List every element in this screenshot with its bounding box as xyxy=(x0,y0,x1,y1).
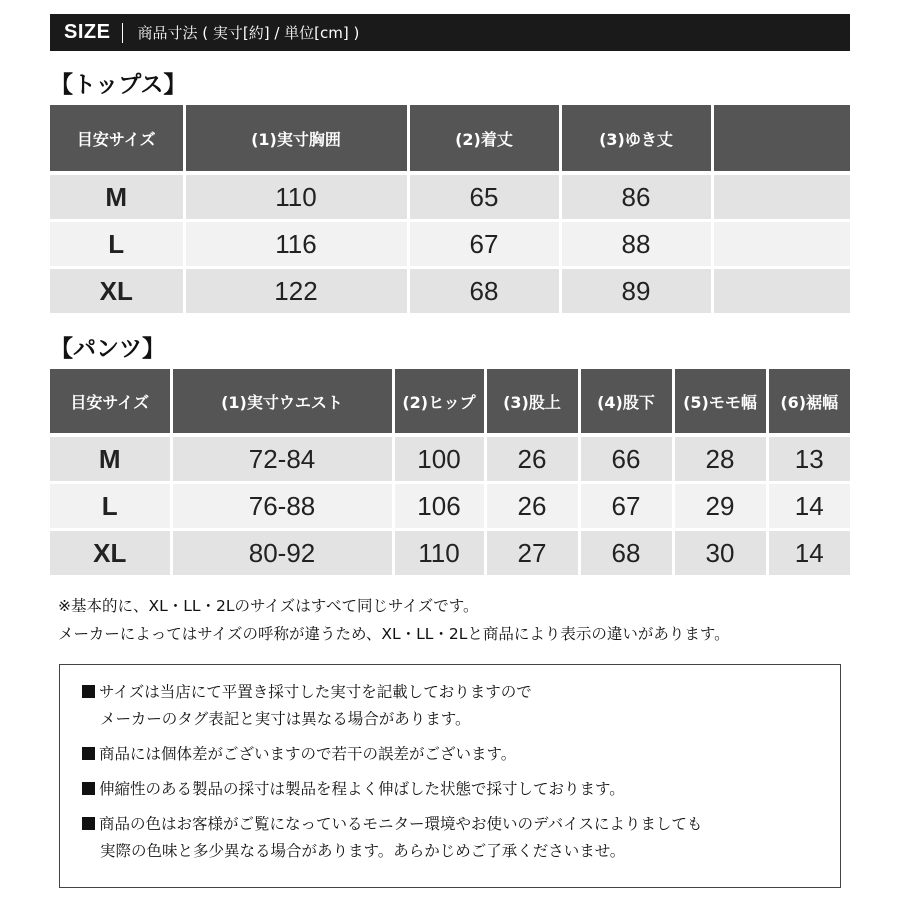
tops-header-cell: (3)ゆき丈 xyxy=(560,105,712,173)
table-cell: 106 xyxy=(393,483,485,530)
table-row xyxy=(50,483,850,530)
notice-item xyxy=(82,679,820,733)
table-cell: 67 xyxy=(408,221,560,268)
tops-header-cell xyxy=(712,105,850,173)
notice-text: サイズは当店にて平置き採寸した実寸を記載しておりますので xyxy=(99,683,532,701)
table-cell: 80-92 xyxy=(171,530,393,577)
square-bullet-icon xyxy=(82,747,95,760)
table-cell: 68 xyxy=(408,268,560,315)
size-cell: M xyxy=(50,435,171,483)
table-cell xyxy=(712,173,850,221)
table-row xyxy=(50,435,850,483)
pants-size-table xyxy=(50,369,850,578)
table-cell: 86 xyxy=(560,173,712,221)
tops-header-row xyxy=(50,105,850,173)
pants-header-cell: (6)裾幅 xyxy=(767,369,850,435)
table-cell: 27 xyxy=(485,530,579,577)
size-cell: L xyxy=(50,483,171,530)
notice-box xyxy=(59,664,841,888)
square-bullet-icon xyxy=(82,782,95,795)
notice-text-continued: 実際の色味と多少異なる場合があります。あらかじめご了承くださいませ。 xyxy=(100,842,626,860)
square-bullet-icon xyxy=(82,817,95,830)
table-cell: 13 xyxy=(767,435,850,483)
notice-text: 商品の色はお客様がご覧になっているモニター環境やお使いのデバイスによりましても xyxy=(99,815,703,833)
header-size-label: SIZE xyxy=(64,21,111,43)
table-cell: 28 xyxy=(673,435,767,483)
tops-section-title: 【トップス】 xyxy=(50,72,187,98)
notice-item xyxy=(82,776,820,803)
table-row xyxy=(50,530,850,577)
pants-section-title: 【パンツ】 xyxy=(50,336,165,362)
tops-header-cell: (1)実寸胸囲 xyxy=(184,105,408,173)
table-cell: 14 xyxy=(767,483,850,530)
table-cell: 72-84 xyxy=(171,435,393,483)
table-cell xyxy=(712,268,850,315)
table-cell: 65 xyxy=(408,173,560,221)
notice-text: 商品には個体差がございますので若干の誤差がございます。 xyxy=(99,745,517,763)
notice-text: 伸縮性のある製品の採寸は製品を程よく伸ばした状態で採寸しております。 xyxy=(99,780,625,798)
table-row xyxy=(50,173,850,221)
table-row xyxy=(50,221,850,268)
tops-header-cell: 目安サイズ xyxy=(50,105,184,173)
pants-header-cell: (4)股下 xyxy=(579,369,673,435)
table-cell: 122 xyxy=(184,268,408,315)
table-cell: 26 xyxy=(485,435,579,483)
table-cell: 66 xyxy=(579,435,673,483)
table-cell: 100 xyxy=(393,435,485,483)
size-notes xyxy=(58,592,858,648)
tops-header-cell: (2)着丈 xyxy=(408,105,560,173)
table-cell: 67 xyxy=(579,483,673,530)
table-cell: 88 xyxy=(560,221,712,268)
pants-header-cell: (3)股上 xyxy=(485,369,579,435)
table-cell: 26 xyxy=(485,483,579,530)
header-subtitle: 商品寸法 ( 実寸[約] / 単位[cm] ) xyxy=(137,24,360,42)
pants-header-row xyxy=(50,369,850,435)
pants-header-cell: 目安サイズ xyxy=(50,369,171,435)
size-cell: L xyxy=(50,221,184,268)
table-cell: 116 xyxy=(184,221,408,268)
size-cell: XL xyxy=(50,268,184,315)
note-line: メーカーによってはサイズの呼称が違うため、XL・LL・2Lと商品により表示の違いがあります。 xyxy=(58,625,730,643)
pants-header-cell: (2)ヒップ xyxy=(393,369,485,435)
notice-text-continued: メーカーのタグ表記と実寸は異なる場合があります。 xyxy=(100,710,471,728)
header-bar xyxy=(50,14,850,51)
table-cell: 68 xyxy=(579,530,673,577)
notice-item xyxy=(82,741,820,768)
table-cell: 76-88 xyxy=(171,483,393,530)
table-cell xyxy=(712,221,850,268)
note-line: ※基本的に、XL・LL・2Lのサイズはすべて同じサイズです。 xyxy=(58,597,479,615)
pants-header-cell: (5)モモ幅 xyxy=(673,369,767,435)
square-bullet-icon xyxy=(82,685,95,698)
table-cell: 110 xyxy=(184,173,408,221)
notice-item xyxy=(82,811,820,865)
size-cell: XL xyxy=(50,530,171,577)
table-cell: 29 xyxy=(673,483,767,530)
table-cell: 14 xyxy=(767,530,850,577)
size-cell: M xyxy=(50,173,184,221)
tops-size-table xyxy=(50,105,850,316)
table-row xyxy=(50,268,850,315)
pants-header-cell: (1)実寸ウエスト xyxy=(171,369,393,435)
header-separator xyxy=(122,23,123,43)
table-cell: 89 xyxy=(560,268,712,315)
table-cell: 110 xyxy=(393,530,485,577)
table-cell: 30 xyxy=(673,530,767,577)
